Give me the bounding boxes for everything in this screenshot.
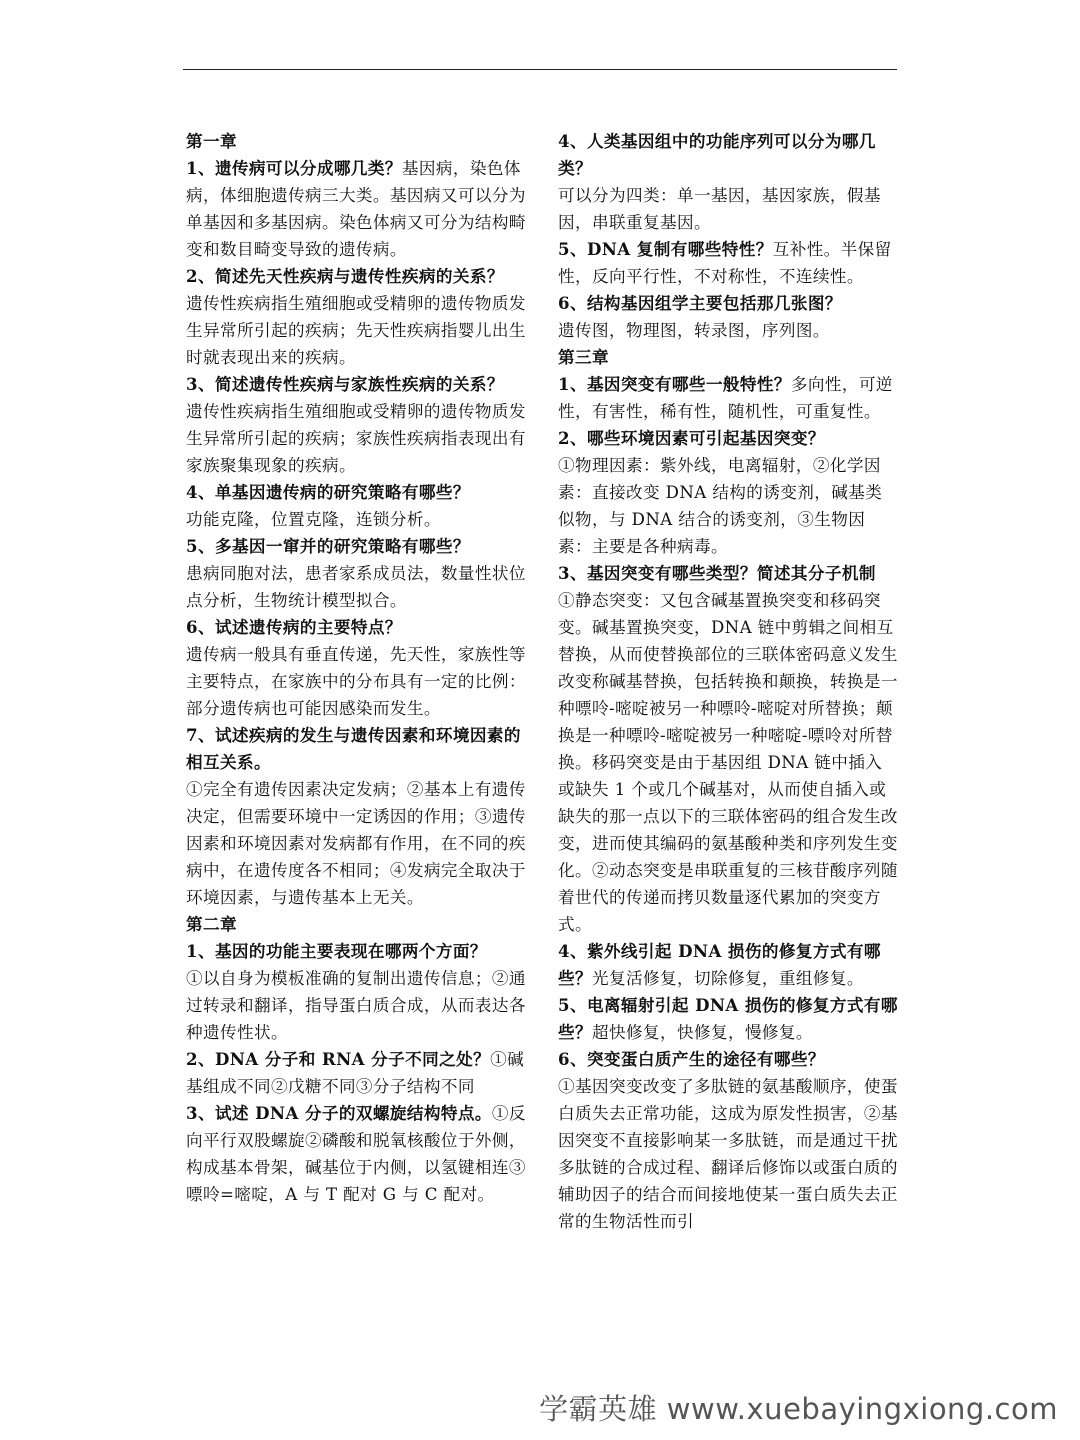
qa-item: 4、紫外线引起 DNA 损伤的修复方式有哪些？光复活修复，切除修复，重组修复。 [558, 941, 881, 988]
right-column [558, 128, 898, 1235]
qa-item: 5、电离辐射引起 DNA 损伤的修复方式有哪些？超快修复，快修复，慢修复。 [558, 995, 898, 1042]
qa-item: 1、遗传病可以分成哪几类？基因病，染色体病，体细胞遗传病三大类。基因病又可以分为单基因和多基因病。染色体病又可分为结构畸变和数目畸变导致的遗传病。 [186, 158, 526, 259]
chapter-1-heading: 第一章 [186, 131, 237, 151]
qa-item: 1、基因突变有哪些一般特性？多向性，可逆性，有害性，稀有性，随机性，可重复性。 [558, 374, 893, 421]
qa-item: 4、人类基因组中的功能序列可以分为哪几类？ 可以分为四类：单一基因，基因家族，假基因，串联重复基因。 [558, 131, 881, 232]
qa-item: 5、DNA 复制有哪些特性？互补性。半保留性，反向平行性，不对称性，不连续性。 [558, 239, 892, 286]
qa-item: 4、单基因遗传病的研究策略有哪些？ 功能克隆，位置克隆，连锁分析。 [186, 482, 470, 529]
qa-item: 2、DNA 分子和 RNA 分子不同之处？①碱基组成不同②戊糖不同③分子结构不同 [186, 1049, 525, 1096]
chapter-2-heading: 第二章 [186, 914, 237, 934]
qa-item: 2、简述先天性疾病与遗传性疾病的关系？ 遗传性疾病指生殖细胞或受精卵的遗传物质发生异常所引起的疾病；先天性疾病指婴儿出生时就表现出来的疾病。 [186, 266, 526, 367]
qa-item: 5、多基因一窜并的研究策略有哪些？ 患病同胞对法，患者家系成员法，数量性状位点分析，生物统计模型拟合。 [186, 536, 526, 610]
qa-item: 6、结构基因组学主要包括那几张图？ 遗传图，物理图，转录图，序列图。 [558, 293, 842, 340]
header-rule [183, 69, 897, 70]
chapter-3-heading: 第三章 [558, 347, 609, 367]
site-watermark: 学霸英雄 www.xuebayingxiong.com [539, 1392, 1058, 1426]
left-column [186, 128, 526, 1208]
qa-item: 6、突变蛋白质产生的途径有哪些？ ①基因突变改变了多肽链的氨基酸顺序，使蛋白质失去正常功能，这成为原发性损害，②基因突变不直接影响某一多肽链，而是通过干扰多肽链的合成过程、翻译后修饰以或蛋白质的辅助因子的结合而间接地使某一蛋白质失去正常的生物活性而引 [558, 1049, 898, 1231]
qa-item: 1、基因的功能主要表现在哪两个方面？ ①以自身为模板准确的复制出遗传信息；②通过转录和翻译，指导蛋白质合成，从而表达各种遗传性状。 [186, 941, 526, 1042]
qa-item: 3、简述遗传性疾病与家族性疾病的关系？ 遗传性疾病指生殖细胞或受精卵的遗传物质发生异常所引起的疾病；家族性疾病指表现出有家族聚集现象的疾病。 [186, 374, 526, 475]
qa-item: 2、哪些环境因素可引起基因突变？ ①物理因素：紫外线，电离辐射，②化学因素：直接改变 DNA 结构的诱变剂，碱基类似物，与 DNA 结合的诱变剂，③生物因素：主要是各种病毒。 [558, 428, 883, 556]
qa-item: 3、试述 DNA 分子的双螺旋结构特点。①反向平行双股螺旋②磷酸和脱氧核酸位于外侧，构成基本骨架，碱基位于内侧，以氢键相连③嘌呤=嘧啶，A 与 T 配对 G 与 C 配对。 [186, 1103, 526, 1204]
qa-item: 7、试述疾病的发生与遗传因素和环境因素的相互关系。 ①完全有遗传因素决定发病；②基本上有遗传决定，但需要环境中一定诱因的作用；③遗传因素和环境因素对发病都有作用，在不同的疾病中，在遗传度各不相同；④发病完全取决于环境因素，与遗传基本上无关。 [186, 725, 526, 907]
qa-item: 3、基因突变有哪些类型？简述其分子机制 ①静态突变：又包含碱基置换突变和移码突变。碱基置换突变，DNA 链中剪辑之间相互替换，从而使替换部位的三联体密码意义发生改变称碱基替换，包括转换和颠换，转换是一种嘌呤-嘧啶被另一种嘌呤-嘧啶对所替换；颠换是一种嘌呤-嘧啶被另一种嘧啶-嘌呤对所替换。移码突变是由于基因组 DNA 链中插入或缺失 1 个或几个碱基对，从而使自插入或缺失的那一点以下的三联体密码的组合发生改变，进而使其编码的氨基酸种类和序列发生变化。②动态突变是串联重复的三核苷酸序列随着世代的传递而拷贝数量逐代累加的突变方式。 [558, 563, 898, 934]
qa-item: 6、试述遗传病的主要特点？ 遗传病一般具有垂直传递，先天性，家族性等主要特点，在家族中的分布具有一定的比例：部分遗传病也可能因感染而发生。 [186, 617, 526, 718]
